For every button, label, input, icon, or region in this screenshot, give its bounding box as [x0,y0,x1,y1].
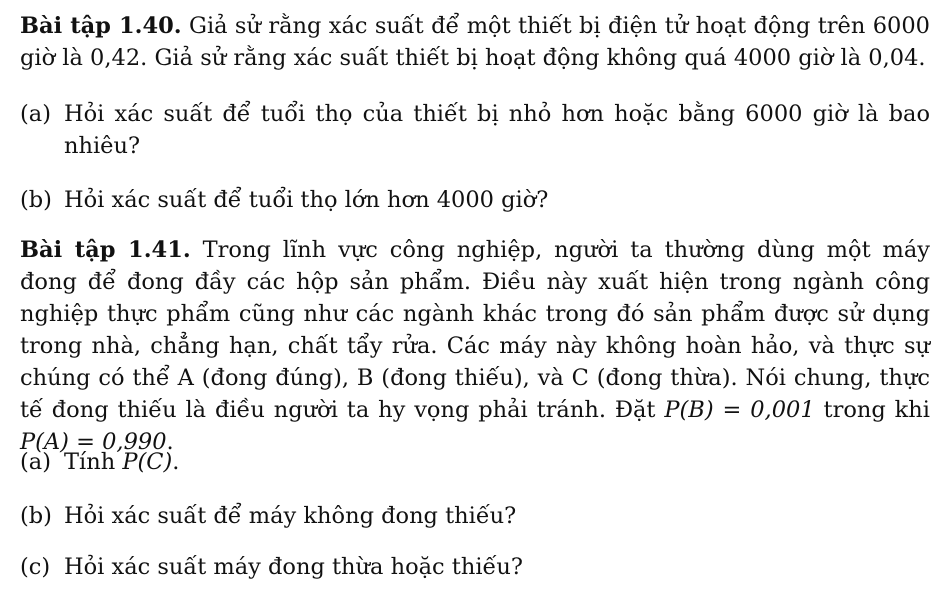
exercise-1-41-item-a [20,446,930,478]
item-text: Hỏi xác suất để tuổi thọ của thiết bị nhỏ hơn hoặc bằng 6000 giờ là bao nhiêu? [64,101,930,159]
math-pb: P(B) = 0,001 [664,397,815,423]
exercise-1-41-title: Bài tập 1.41. [20,237,191,263]
exercise-1-41-end: . [166,429,174,455]
item-label: (c) [20,554,51,580]
math-pa: P(A) = 0,990 [20,429,167,455]
exercise-1-40-paragraph [20,10,930,74]
item-post: . [172,449,180,475]
exercise-1-41-paragraph [20,234,930,458]
exercise-1-41-item-c [20,551,930,583]
item-text: Hỏi xác suất máy đong thừa hoặc thiếu? [64,554,523,580]
exercise-1-40-text: Giả sử rằng xác suất để một thiết bị điện tử hoạt động trên 6000 giờ là 0,42. Giả sử rằng xác suất thiết bị hoạt động không quá 4000 giờ là 0,04. [20,13,930,71]
item-label: (a) [20,101,51,127]
item-text: Hỏi xác suất để máy không đong thiếu? [64,503,517,529]
item-pre: Tính [64,449,116,475]
item-text [64,446,930,478]
item-text: Hỏi xác suất để tuổi thọ lớn hơn 4000 giờ? [64,187,549,213]
exercise-1-40-title: Bài tập 1.40. [20,13,182,39]
exercise-1-41-mid: trong khi [823,397,930,423]
item-label: (b) [20,503,52,529]
exercise-1-41-item-b [20,500,930,532]
exercise-1-40-item-a [20,98,930,162]
math-pc: P(C) [122,449,173,475]
exercise-1-40-item-b [20,184,930,216]
item-label: (b) [20,187,52,213]
item-label: (a) [20,449,51,475]
exercise-1-41-text: Trong lĩnh vực công nghiệp, người ta thường dùng một máy đong để đong đầy các hộp sản phẩm. Điều này xuất hiện trong ngành công nghiệp thực phẩm cũng như các ngành khác trong đó sản phẩm được sử dụng trong nhà, chẳng hạn, chất tẩy rửa. Các máy này không hoàn hảo, và thực sự chúng có thể A (đong đúng), B (đong thiếu), và C (đong thừa). Nói chung, thực tế đong thiếu là điều người ta hy vọng phải tránh. Đặt [20,237,930,423]
